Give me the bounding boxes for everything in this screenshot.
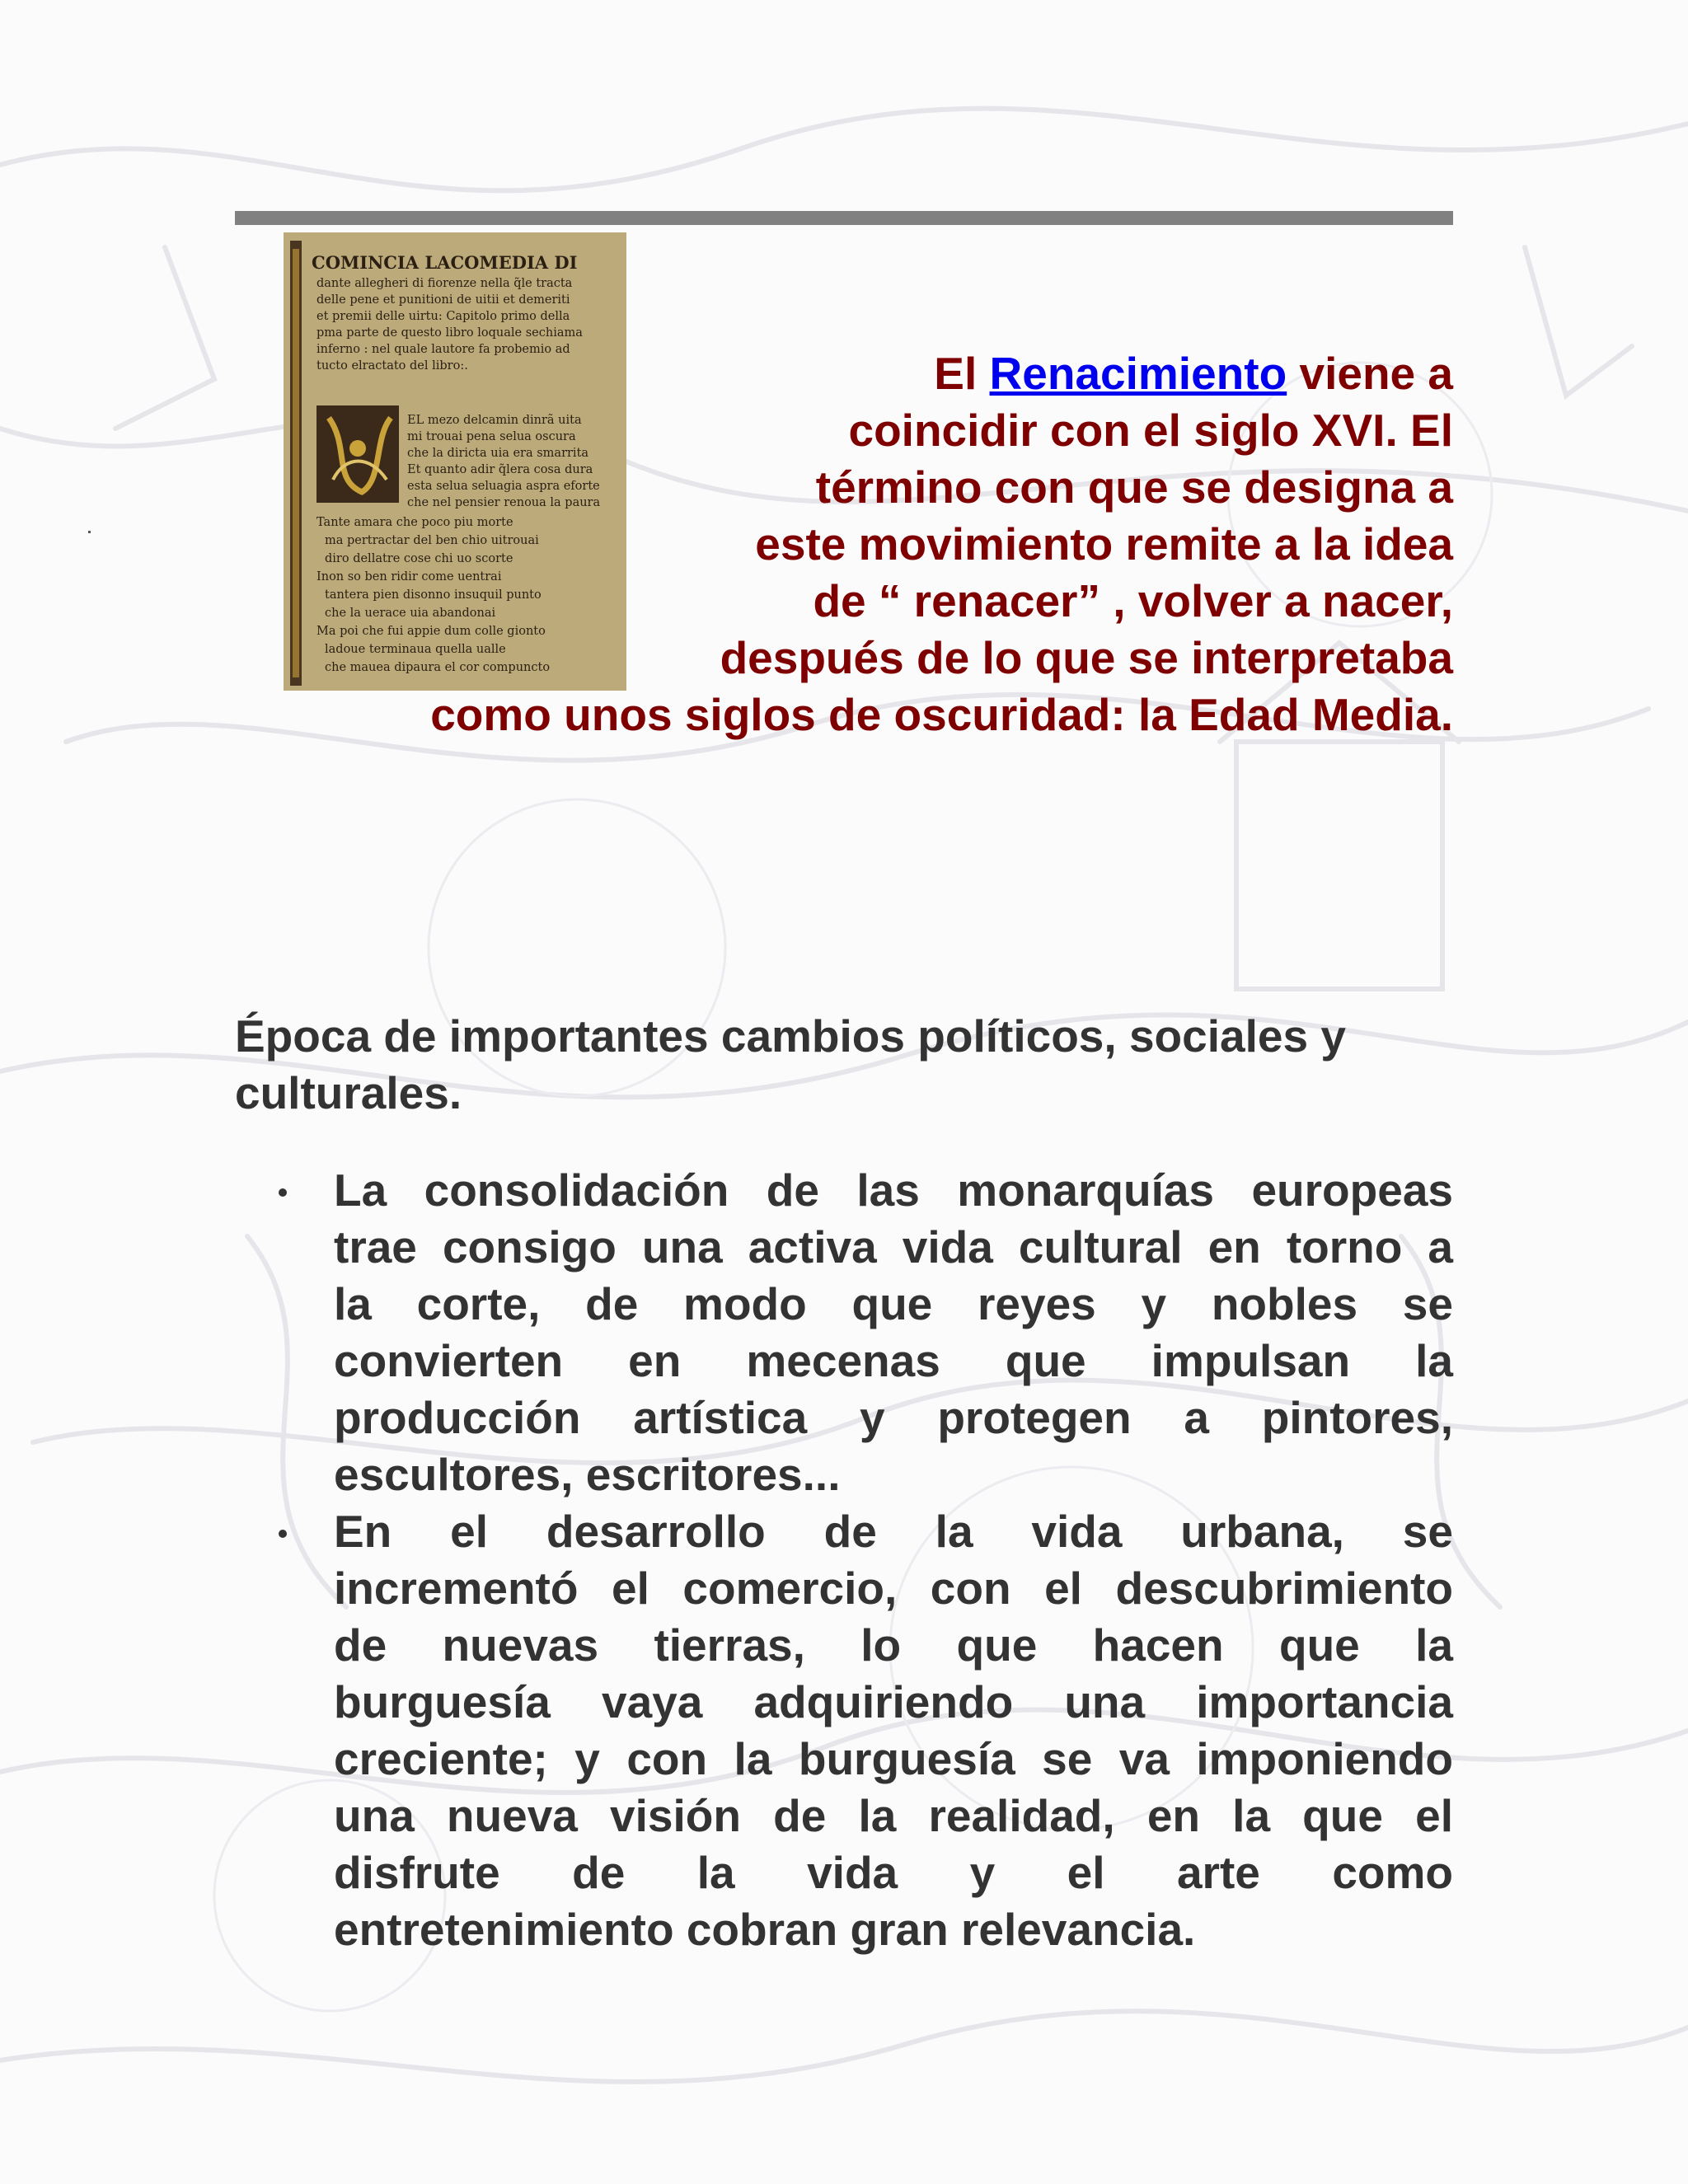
manuscript-line: tantera pien disonno insuquil punto: [325, 588, 542, 602]
list-item-line: burguesía vaya adquiriendo una importancia: [334, 1676, 1453, 1727]
manuscript-line: inferno : nel quale lautore fa probemio ad: [316, 343, 570, 356]
list-item-line: creciente; y con la burguesía se va imponiendo: [334, 1733, 1453, 1784]
manuscript-line: delle pene et punitioni de uitii et demeriti: [316, 293, 570, 307]
manuscript-line: EL mezo delcamin dinrã uita: [407, 414, 582, 427]
list-item-line: escultores, escritores...: [334, 1449, 841, 1500]
manuscript-line: Et quanto adir q̃lera cosa dura: [407, 463, 593, 476]
list-item-line: de nuevas tierras, lo que hacen que la: [334, 1619, 1453, 1671]
bullet-icon: [279, 1188, 287, 1197]
bullet-list: [235, 1162, 1453, 1958]
manuscript-line: ladoue terminaua quella ualle: [325, 643, 506, 656]
list-item-line: una nueva visión de la realidad, en la que el: [334, 1790, 1453, 1841]
bullet-icon: [279, 1530, 287, 1538]
list-item-line: entretenimiento cobran gran relevancia.: [334, 1904, 1196, 1955]
list-item-line: la corte, de modo que reyes y nobles se: [334, 1278, 1453, 1329]
manuscript-line: Ma poi che fui appie dum colle gionto: [316, 625, 546, 638]
manuscript-line: che mauea dipaura el cor compuncto: [325, 661, 551, 674]
intro-line-3: término con que se designa a: [815, 462, 1453, 513]
manuscript-line: che la uerace uia abandonai: [325, 607, 496, 620]
manuscript-line: mi trouai pena selua oscura: [407, 430, 576, 443]
manuscript-line: che nel pensier renoua la paura: [407, 496, 601, 509]
manuscript-header: COMINCIA LACOMEDIA DI: [312, 252, 578, 273]
intro-line-1: [313, 345, 1453, 402]
list-item-line: convierten en mecenas que impulsan la: [334, 1335, 1453, 1386]
manuscript-line: diro dellatre cose chi uo scorte: [325, 552, 513, 565]
manuscript-line: che la diricta uia era smarrita: [407, 447, 589, 460]
manuscript-line: et premii delle uirtu: Capitolo primo della: [316, 310, 570, 323]
manuscript-line: Tante amara che poco piu morte: [316, 516, 513, 529]
manuscript-line: Inon so ben ridir come uentrai: [316, 570, 502, 583]
horizontal-rule: [235, 211, 1453, 225]
intro-paragraph: [313, 345, 1453, 743]
intro-line-6: después de lo que se interpretaba: [720, 632, 1453, 683]
list-item-line: trae consigo una activa vida cultural en torno a: [334, 1221, 1453, 1272]
epoch-line-2: culturales.: [235, 1067, 462, 1118]
intro-text: viene a: [1287, 348, 1453, 399]
list-item-line: disfrute de la vida y el arte como: [334, 1847, 1453, 1898]
renacimiento-link[interactable]: Renacimiento: [989, 348, 1287, 399]
intro-line-7: como unos siglos de oscuridad: la Edad Media.: [430, 689, 1453, 740]
list-item-urban-life: [235, 1503, 1453, 1958]
list-item-line: En el desarrollo de la vida urbana, se: [334, 1506, 1453, 1557]
intro-text: El: [934, 348, 990, 399]
epoch-line-1: Época de importantes cambios políticos, sociales y: [235, 1010, 1346, 1062]
intro-line-2: coincidir con el siglo XVI. El: [848, 405, 1453, 456]
manuscript-line: dante allegheri di fiorenze nella q̃le tracta: [316, 277, 573, 290]
list-item-monarchies: [235, 1162, 1453, 1503]
intro-line-5: de “ renacer” , volver a nacer,: [813, 575, 1453, 626]
manuscript-line: esta selua seluagia aspra eforte: [407, 480, 600, 493]
list-item-line: incrementó el comercio, con el descubrimiento: [334, 1563, 1453, 1614]
list-item-line: La consolidación de las monarquías europeas: [334, 1165, 1453, 1216]
intro-line-4: este movimiento remite a la idea: [755, 518, 1453, 569]
manuscript-line: ma pertractar del ben chio uitrouai: [325, 534, 539, 547]
manuscript-line: pma parte de questo libro loquale sechiama: [316, 326, 583, 340]
list-item-line: producción artística y protegen a pintores,: [334, 1392, 1453, 1443]
epoch-heading: [235, 1008, 1453, 1122]
stray-mark: [88, 531, 91, 533]
manuscript-line: tucto elractato del libro:.: [316, 359, 468, 373]
